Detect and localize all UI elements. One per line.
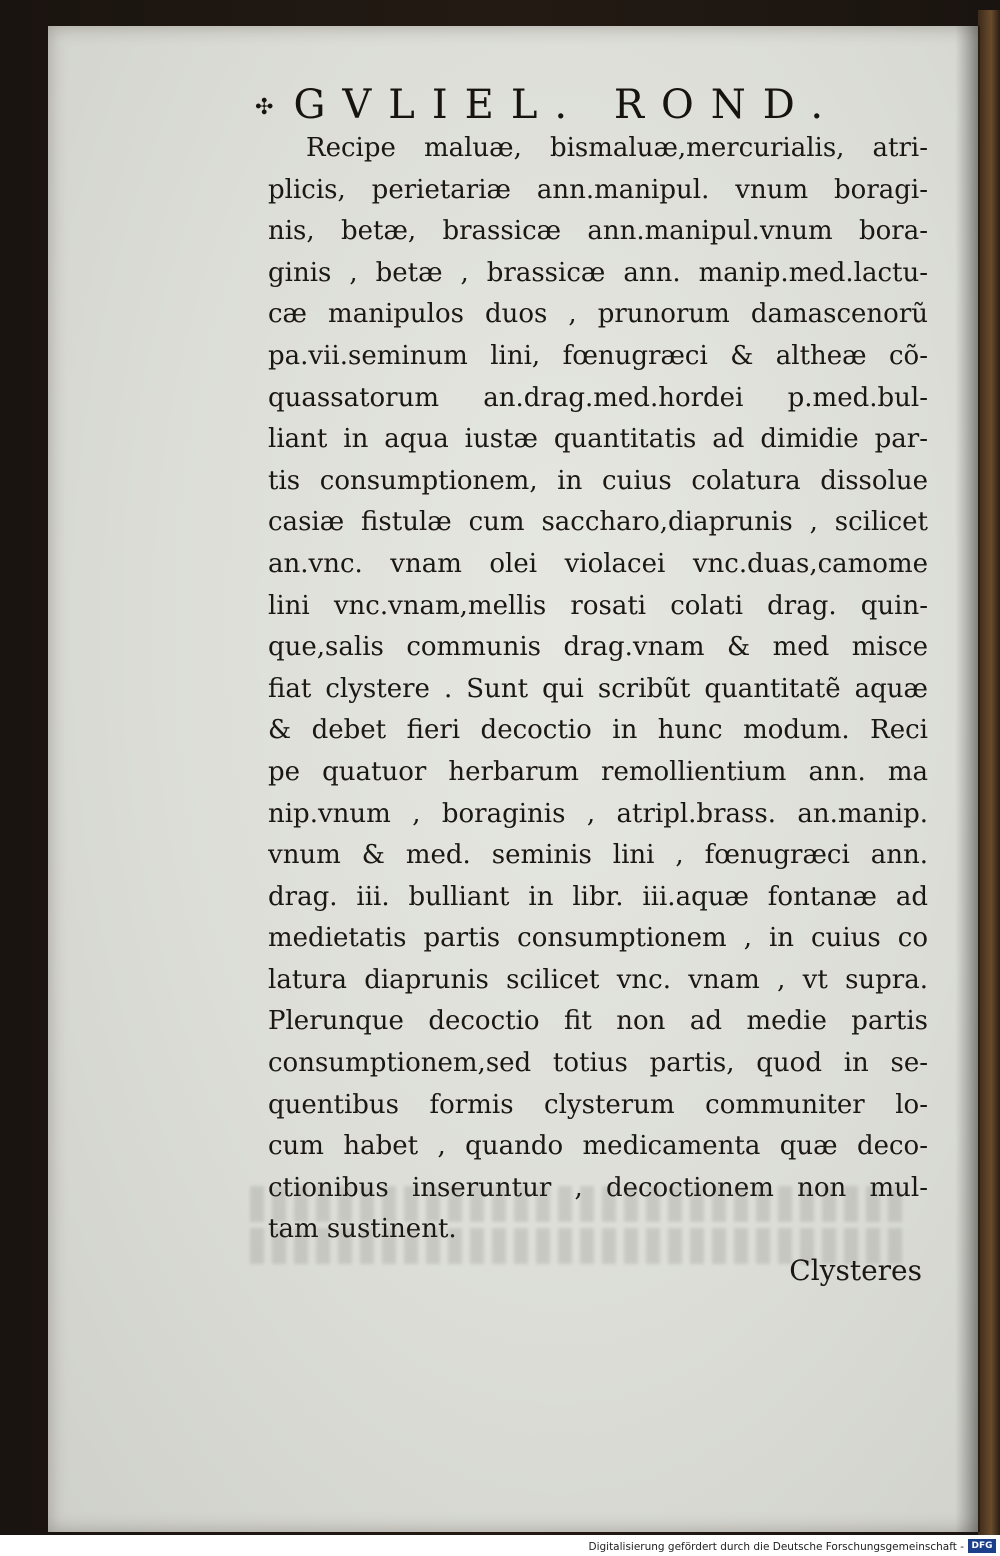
text-line: ctionibus inseruntur , decoctionem non mul- xyxy=(268,1172,928,1203)
text-line: consumptionem,sed totius partis, quod in se- xyxy=(268,1048,928,1079)
text-line: tis consumptionem, in cuius colatura dissolue xyxy=(268,465,928,496)
text-line: nip.vnum , boraginis , atripl.brass. an.manip. xyxy=(268,798,928,829)
text-line: pe quatuor herbarum remollientium ann. ma xyxy=(268,756,928,787)
ornament-icon: ✣ xyxy=(255,95,274,120)
text-line: cæ manipulos duos , prunorum damascenorũ xyxy=(268,299,928,330)
text-line: fiat clystere . Sunt qui scribũt quantitatẽ aquæ xyxy=(268,673,928,704)
text-line: an.vnc. vnam olei violacei vnc.duas,camome xyxy=(268,548,928,579)
book-edge xyxy=(978,10,1000,1535)
footer-bar xyxy=(0,1535,1000,1556)
text-line: & debet fieri decoctio in hunc modum. Reci xyxy=(268,715,928,746)
text-line: plicis, perietariæ ann.manipul. vnum boragi- xyxy=(268,174,928,205)
footer-credit: Digitalisierung gefördert durch die Deutsche Forschungsgemeinschaft - xyxy=(588,1541,964,1553)
text-line: tam sustinent. xyxy=(268,1214,457,1245)
text-line: liant in aqua iustæ quantitatis ad dimidie par- xyxy=(268,424,928,455)
text-line: casiæ fistulæ cum saccharo,diaprunis , scilicet xyxy=(268,507,928,538)
text-line: pa.vii.seminum lini, fœnugræci & altheæ cõ- xyxy=(268,340,928,371)
text-line: latura diaprunis scilicet vnc. vnam , vt supra. xyxy=(268,964,928,995)
text-line: ginis , betæ , brassicæ ann. manip.med.lactu- xyxy=(268,257,928,288)
text-line: medietatis partis consumptionem , in cuius co xyxy=(268,923,928,954)
running-head xyxy=(255,80,875,130)
text-line: cum habet , quando medicamenta quæ deco- xyxy=(268,1131,928,1162)
text-line: drag. iii. bulliant in libr. iii.aquæ fontanæ ad xyxy=(268,881,928,912)
dfg-logo: DFG xyxy=(968,1539,996,1553)
text-line: nis, betæ, brassicæ ann.manipul.vnum bora- xyxy=(268,216,928,247)
text-line: que,salis communis drag.vnam & med misce xyxy=(268,632,928,663)
text-line: Recipe maluæ, bismaluæ,mercurialis, atri- xyxy=(306,133,928,163)
text-line: vnum & med. seminis lini , fœnugræci ann. xyxy=(268,840,928,871)
text-line: quentibus formis clysterum communiter lo- xyxy=(268,1089,928,1120)
text-line: quassatorum an.drag.med.hordei p.med.bul- xyxy=(268,382,928,413)
running-head-title: GVLIEL. ROND. xyxy=(293,82,841,128)
text-line: lini vnc.vnam,mellis rosati colati drag. quin- xyxy=(268,590,928,621)
text-line: Plerunque decoctio fit non ad medie partis xyxy=(268,1006,928,1037)
body-text xyxy=(268,128,928,1251)
catchword: Clysteres xyxy=(789,1254,922,1287)
page-gutter-shadow xyxy=(955,26,980,1532)
